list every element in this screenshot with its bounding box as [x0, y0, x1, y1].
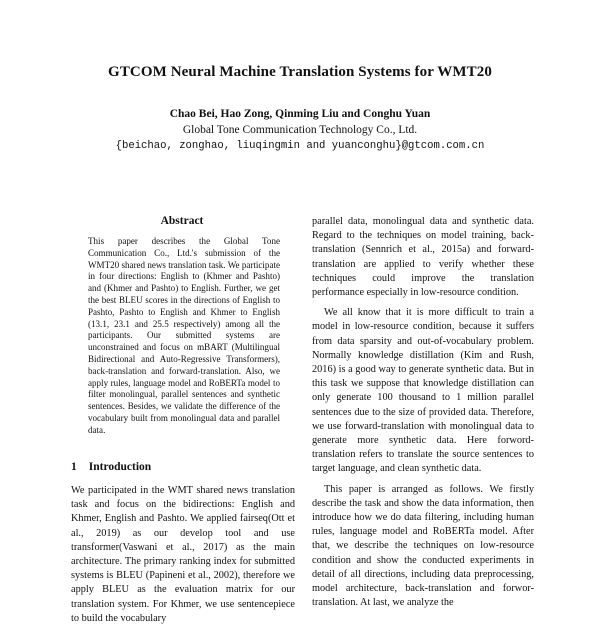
- introduction-paragraph-2: We all know that it is more difficult to train a model in low-resource condition, because it suffers from data sparsity and out-of-vocabulary problem. Normally knowledge distillation (Kim and Rush, 2016) is a good way to generate synthetic data. But in this task we suppose that knowledge distillation can only generate 100 thousand to 1 million parallel sentences due to the size of provided data. Therefore, we use forward-translation with monolingual data to generate more synthetic data. Here forword-translation refers to translate the source sentences to target language, and clean synthetic data.: [312, 307, 534, 475]
- author-list: Chao Bei, Hao Zong, Qinming Liu and Conghu Yuan: [169, 108, 431, 120]
- section-number: 1: [71, 461, 77, 473]
- abstract-text: This paper describes the Global Tone Communication Co., Ltd.'s submission of the WMT20 shared news translation task. We participate in four directions: English to (Khmer and Pashto) and (Khmer and Pashto) to English. Further, we get the best BLEU scores in the directions of English to Pashto, Pashto to English and Khmer to English (13.1, 23.1 and 25.5 respectively) among all the participants. Our submitted systems are unconstrained and focus on mBART (Multilingual Bidirectional and Auto-Regressive Transformers), back-translation and forward-translation. Also, we apply rules, language model and RoBERTa model to filter monolingual, parallel sentences and synthetic sentences. Besides, we validate the difference of the vocabulary built from monolingual data and parallel data.: [88, 236, 280, 435]
- introduction-paragraph-3: This paper is arranged as follows. We firstly describe the task and show the data information, then introduce how we do data filtering, including human rules, language model and RoBERTa model. After that, we describe the techniques on low-resource condition and show the conducted experiments in detail of all directions, including data preprocessing, model architecture, back-translation and forwor-translation. At last, we analyze the: [312, 483, 534, 609]
- introduction-paragraph-continued: parallel data, monolingual data and synthetic data. Regard to the techniques on model training, back-translation (Sennrich et al., 2015a) and forward-translation are applied to verify whether these techniques could improve the translation performance especially in low-resource condition.: [312, 216, 534, 299]
- section-title: Introduction: [88, 461, 152, 473]
- section-heading-introduction: [71, 461, 163, 473]
- affiliation: Global Tone Communication Technology Co., Ltd.: [182, 124, 418, 136]
- introduction-left-column: [71, 484, 295, 626]
- introduction-paragraph: We participated in the WMT shared news translation task and focus on the bidirections: English and Khmer, English and Pashto. We applied fairseq(Ott et al., 2019) as our develop tool and use transformer(Vaswani et al., 2017) as the main architecture. The primary ranking index for submitted systems is BLEU (Papineni et al., 2002), therefore we apply BLEU as the evaluation matrix for our translation system. For Khmer, we use sentencepiece to build the vocabulary: [71, 485, 295, 624]
- author-emails: {beichao, zonghao, liuqingmin and yuanconghu}@gtcom.com.cn: [115, 140, 485, 152]
- right-column: [312, 215, 534, 610]
- paper-title: GTCOM Neural Machine Translation Systems for WMT20: [108, 64, 492, 80]
- abstract-heading: Abstract: [160, 215, 204, 227]
